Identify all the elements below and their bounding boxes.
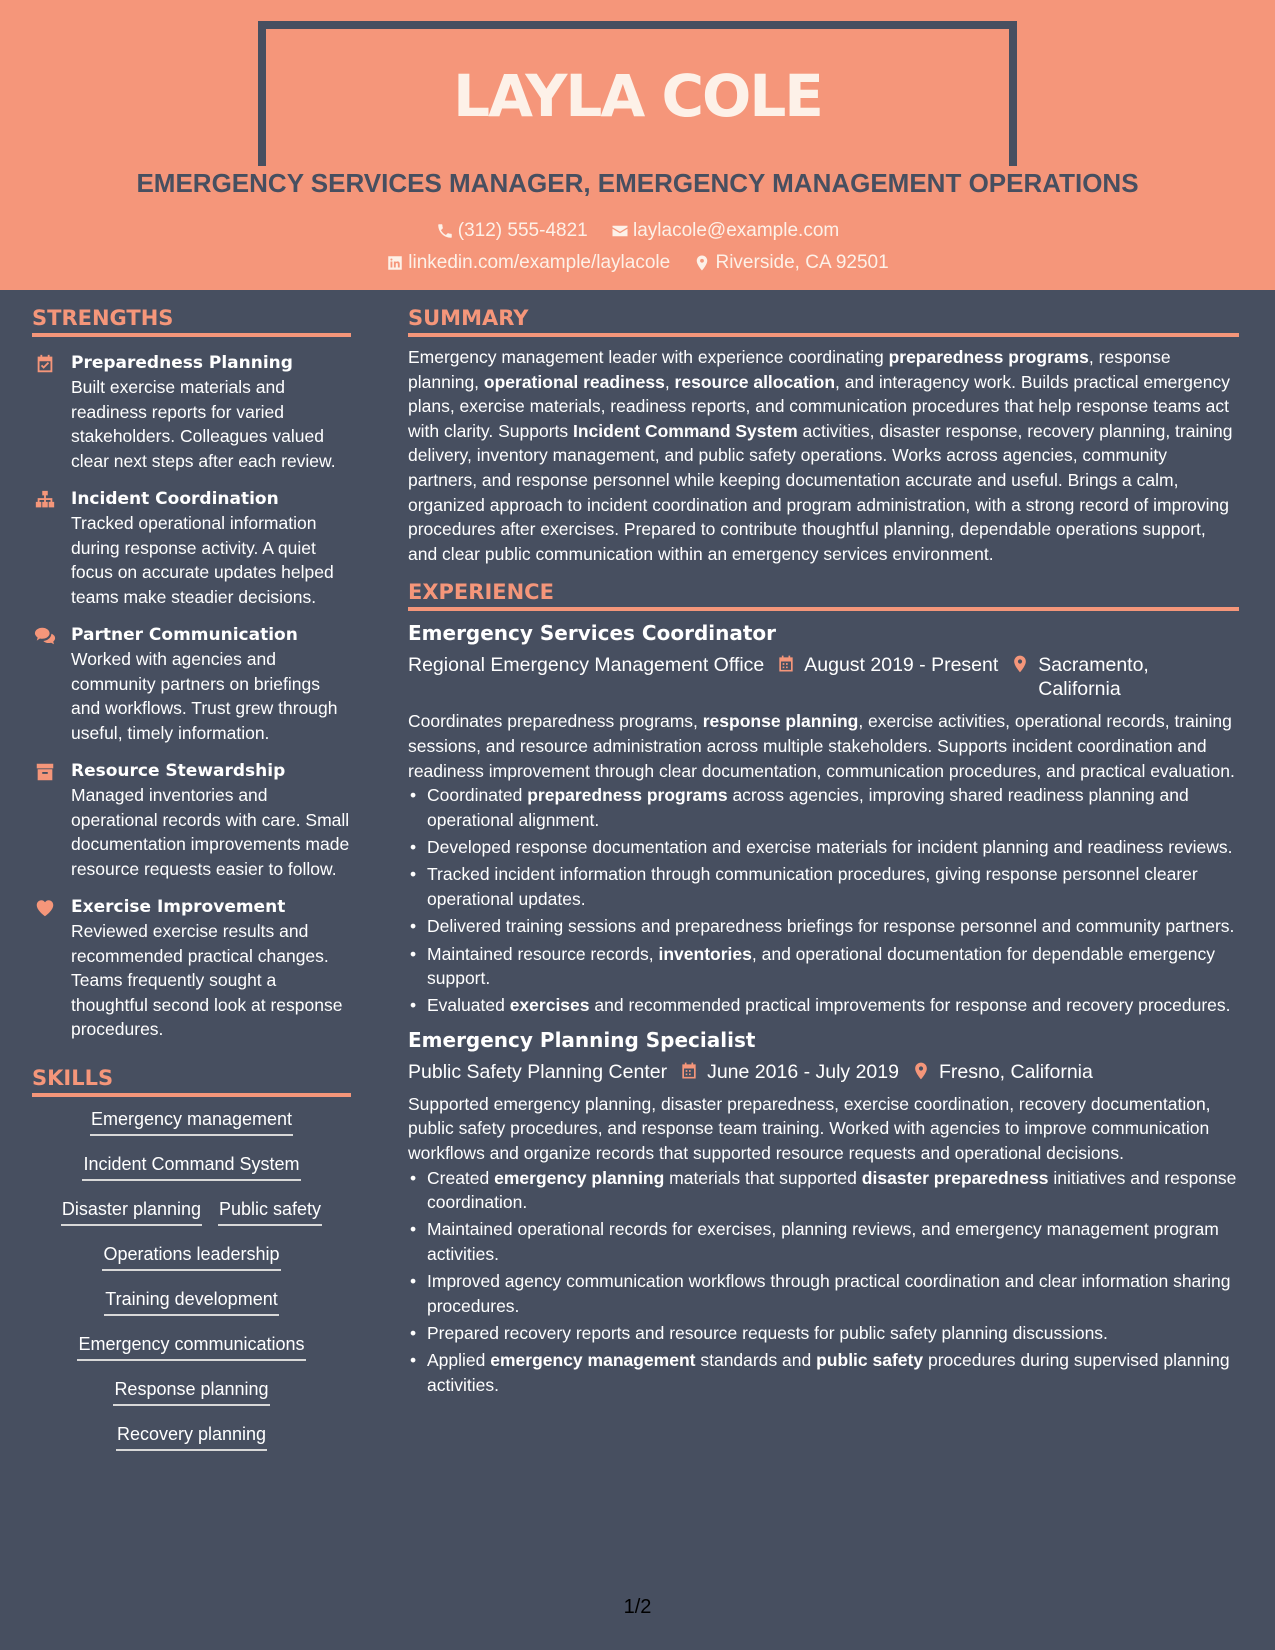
text-run: , and operational documentation for dependable emergency support. xyxy=(427,943,1215,988)
skill-tag: Emergency communications xyxy=(77,1334,305,1361)
strength-title: Incident Coordination xyxy=(71,489,279,509)
bold-text: response planning xyxy=(702,711,859,732)
job-organization: Public Safety Planning Center xyxy=(408,1060,668,1083)
text-run: , xyxy=(664,371,675,392)
job-dates xyxy=(679,1060,899,1084)
location-contact xyxy=(693,252,888,274)
linkedin-icon xyxy=(386,254,404,272)
skill-row xyxy=(32,1424,351,1452)
skill-row xyxy=(32,1379,351,1407)
bullet-item xyxy=(408,1348,1239,1397)
bullet-item xyxy=(408,914,1239,938)
strength-title: Partner Communication xyxy=(71,625,298,645)
skill-tag: Training development xyxy=(104,1289,278,1316)
skill-tag: Incident Command System xyxy=(82,1154,300,1181)
linkedin-contact[interactable] xyxy=(386,252,670,274)
calendar-icon xyxy=(776,653,796,675)
strength-description: Tracked operational information during response activity. A quiet focus on accurate updates helped teams make steadier decisions. xyxy=(71,513,334,607)
job-entry xyxy=(408,1028,1239,1397)
text-run: Delivered training sessions and preparedness briefings for response personnel and community partners. xyxy=(427,916,1235,937)
job-meta xyxy=(408,653,1239,701)
bold-text: public safety xyxy=(816,1350,924,1371)
text-run: Maintained resource records, xyxy=(427,943,659,964)
text-run: , response planning, xyxy=(408,347,1171,392)
strength-description: Worked with agencies and community partners on briefings and workflows. Trust grew through useful, timely information. xyxy=(71,649,338,743)
text-run: across agencies, improving shared readiness planning and operational alignment. xyxy=(427,785,1189,830)
text-run: , exercise activities, operational records, training sessions, and resource administration across multiple stakeholders. Supports incident coordination and readiness improvement through clear documentation, communication procedures, and practical evaluation. xyxy=(408,711,1235,781)
strength-item xyxy=(32,351,351,473)
text-run: Maintained operational records for exercises, planning reviews, and emergency management program activities. xyxy=(427,1219,1219,1264)
skill-row xyxy=(32,1289,351,1317)
archive-icon xyxy=(34,761,56,783)
strength-item xyxy=(32,895,351,1042)
bullet-item xyxy=(408,993,1239,1017)
resume-header xyxy=(0,0,1275,290)
skill-row xyxy=(32,1109,351,1137)
text-run: Tracked incident information through communication procedures, giving response personnel clearer operational updates. xyxy=(427,864,1198,909)
skill-row xyxy=(32,1154,351,1182)
job-bullets xyxy=(408,783,1239,1018)
text-run: Evaluated xyxy=(427,995,510,1016)
phone-text: (312) 555-4821 xyxy=(457,220,588,241)
job-meta xyxy=(408,1060,1239,1084)
job-title: Emergency Services Coordinator xyxy=(408,621,777,646)
calendar-check-icon xyxy=(34,353,56,375)
map-pin-icon xyxy=(911,1060,931,1082)
bullet-item xyxy=(408,1166,1239,1215)
summary-paragraph xyxy=(408,345,1239,566)
bold-text: preparedness programs xyxy=(888,347,1089,367)
bold-text: emergency planning xyxy=(494,1167,665,1188)
strength-description: Built exercise materials and readiness reports for varied stakeholders. Colleagues valued clear next steps after each review. xyxy=(71,377,336,471)
job-title: Emergency Planning Specialist xyxy=(408,1027,756,1052)
bold-text: preparedness programs xyxy=(527,785,728,806)
text-run: Improved agency communication workflows through practical coordination and clear information sharing procedures. xyxy=(427,1271,1231,1316)
skill-tag: Emergency management xyxy=(90,1109,293,1136)
skills-heading: SKILLS xyxy=(32,1066,351,1097)
bold-text: inventories xyxy=(658,943,752,964)
skill-row xyxy=(32,1244,351,1272)
job-dates xyxy=(776,653,998,677)
text-run: Supported emergency planning, disaster preparedness, exercise coordination, recovery documentation, public safety procedures, and response team training. Worked with agencies to improve communication workflows and organize records that supported resource requests and operational decisions. xyxy=(408,1093,1211,1163)
calendar-icon xyxy=(679,1060,699,1082)
text-run: Applied xyxy=(427,1350,491,1371)
job-organization: Regional Emergency Management Office xyxy=(408,654,765,677)
job-location xyxy=(1010,653,1188,701)
contact-row-1 xyxy=(0,220,1275,246)
job-summary xyxy=(408,709,1239,783)
text-run: and recommended practical improvements for response and recovery procedures. xyxy=(589,995,1231,1016)
email-text: laylacole@example.com xyxy=(633,220,840,241)
text-run: Coordinated xyxy=(427,785,528,806)
heart-icon xyxy=(34,897,56,919)
skill-tag: Recovery planning xyxy=(116,1424,267,1451)
skills-list xyxy=(32,1109,351,1452)
bold-text: resource allocation xyxy=(674,371,836,392)
job-location xyxy=(911,1060,1093,1084)
job-dates-text: June 2016 - July 2019 xyxy=(707,1060,899,1083)
text-run: , and interagency work. Builds practical emergency plans, exercise materials, readiness reports, and communication procedures that help response teams act with clarity. Supports xyxy=(408,371,1230,441)
experience-heading: EXPERIENCE xyxy=(408,580,1239,611)
bullet-item xyxy=(408,942,1239,991)
text-run: Coordinates preparedness programs, xyxy=(408,711,703,732)
job-location-text: Sacramento, California xyxy=(1038,654,1149,701)
strength-title: Exercise Improvement xyxy=(71,897,286,917)
job-bullets xyxy=(408,1166,1239,1398)
comments-icon xyxy=(34,625,56,647)
job-location-text: Fresno, California xyxy=(938,1060,1093,1083)
text-run: Prepared recovery reports and resource requests for public safety planning discussions. xyxy=(427,1323,1108,1343)
strength-item xyxy=(32,759,351,881)
location-text: Riverside, CA 92501 xyxy=(715,252,889,273)
text-run: activities, disaster response, recovery planning, training delivery, inventory management, and public safety operations. Works across agencies, community partners, and response personnel while keeping documentation accurate and useful. Brings a calm, organized approach to incident coordination and program administration, with a strong record of improving procedures after exercises. Prepared to contribute thoughtful planning, dependable operations support, and clear public communication within an emergency services environment. xyxy=(408,420,1233,564)
bullet-item xyxy=(408,835,1239,859)
phone-icon xyxy=(436,222,454,240)
linkedin-text: linkedin.com/example/laylacole xyxy=(408,252,671,273)
bold-text: Incident Command System xyxy=(573,420,798,441)
skill-tag: Disaster planning xyxy=(61,1199,202,1226)
email-contact[interactable] xyxy=(611,220,839,242)
skill-tag: Public safety xyxy=(218,1199,322,1226)
text-run: Developed response documentation and exercise materials for incident planning and readiness reviews. xyxy=(427,836,1233,857)
job-entry xyxy=(408,621,1239,1017)
left-column xyxy=(32,306,351,1469)
candidate-name: LAYLA COLE xyxy=(453,62,822,130)
strength-title: Preparedness Planning xyxy=(71,353,293,373)
skill-row xyxy=(32,1199,351,1227)
contact-row-2 xyxy=(0,252,1275,278)
text-run: initiatives and response coordination. xyxy=(427,1167,1237,1212)
bullet-item xyxy=(408,862,1239,911)
text-run: materials that supported xyxy=(664,1167,862,1188)
bullet-item xyxy=(408,1217,1239,1266)
right-column xyxy=(408,306,1239,1400)
strength-description: Reviewed exercise results and recommended practical changes. Teams frequently sought a thoughtful second look at response procedures. xyxy=(71,921,343,1039)
text-run: procedures during supervised planning activities. xyxy=(427,1350,1230,1395)
bullet-item xyxy=(408,1321,1239,1345)
envelope-icon xyxy=(611,222,629,240)
text-run: Emergency management leader with experience coordinating xyxy=(408,347,889,367)
strength-description: Managed inventories and operational records with care. Small documentation improvements made resource requests easier to follow. xyxy=(71,785,350,879)
strength-item xyxy=(32,487,351,609)
skill-tag: Response planning xyxy=(113,1379,269,1406)
strengths-heading: STRENGTHS xyxy=(32,306,351,337)
bold-text: operational readiness xyxy=(483,371,665,392)
text-run: Created xyxy=(427,1167,495,1188)
page-number: 1/2 xyxy=(623,1596,652,1618)
map-pin-icon xyxy=(1010,653,1030,675)
phone-contact[interactable] xyxy=(436,220,588,242)
bullet-item xyxy=(408,1269,1239,1318)
strength-title: Resource Stewardship xyxy=(71,761,286,781)
skill-tag: Operations leadership xyxy=(102,1244,280,1271)
bold-text: emergency management xyxy=(490,1350,696,1371)
job-title-headline: EMERGENCY SERVICES MANAGER, EMERGENCY MANAGEMENT OPERATIONS xyxy=(136,168,1139,198)
bold-text: disaster preparedness xyxy=(861,1167,1049,1188)
job-summary xyxy=(408,1092,1239,1166)
summary-heading: SUMMARY xyxy=(408,306,1239,337)
job-dates-text: August 2019 - Present xyxy=(804,654,999,677)
bold-text: exercises xyxy=(509,995,590,1016)
text-run: standards and xyxy=(695,1350,817,1371)
map-pin-icon xyxy=(693,254,711,272)
strength-item xyxy=(32,623,351,745)
bullet-item xyxy=(408,783,1239,832)
skill-row xyxy=(32,1334,351,1362)
org-chart-icon xyxy=(34,489,56,511)
